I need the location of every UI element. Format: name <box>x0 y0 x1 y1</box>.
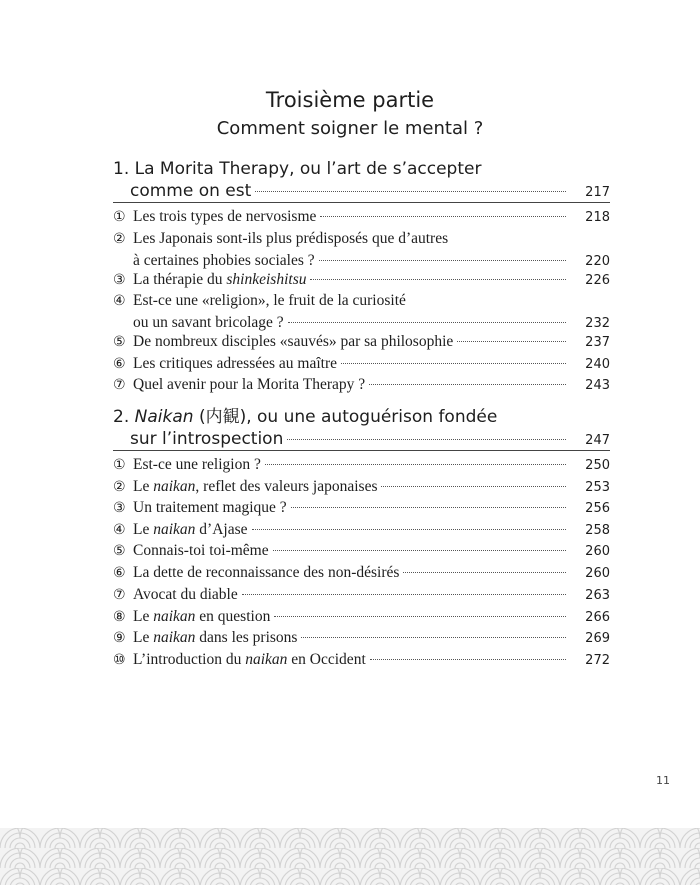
entry-text: Quel avenir pour la Morita Therapy ? <box>133 376 366 393</box>
chapter-title-text: La Morita Therapy, ou l’art de s’accepter <box>134 159 482 179</box>
page-number: 240 <box>585 357 610 372</box>
toc-entry-1-1[interactable] <box>113 206 610 228</box>
page-number: 218 <box>585 210 610 225</box>
dot-leader <box>381 486 566 487</box>
entry-text-pre: La thérapie du <box>133 271 227 288</box>
chapter-number: 2. <box>113 407 130 427</box>
chapter-title-line2 <box>113 180 610 204</box>
toc-entry-2-9[interactable] <box>113 627 610 649</box>
number-marker: ③ <box>113 500 126 516</box>
number-marker: ⑥ <box>113 356 126 372</box>
page-number: 247 <box>585 433 610 448</box>
number-marker: ④ <box>113 293 126 309</box>
chapter-2-heading[interactable] <box>113 406 610 452</box>
chapter-title-text: sur l’introspection <box>130 429 284 449</box>
dot-leader <box>265 464 566 465</box>
entry-text: Les Japonais sont-ils plus prédisposés que d’autres <box>133 230 449 247</box>
dot-leader <box>319 260 566 261</box>
entry-text-italic: naikan <box>245 651 288 668</box>
toc-entry-2-6[interactable] <box>113 562 610 584</box>
page-number: 243 <box>585 378 610 393</box>
toc-entry-1-4[interactable] <box>113 290 610 334</box>
entry-text-post: en Occident <box>287 651 366 668</box>
entry-text-pre: Le <box>133 629 154 646</box>
page-number: 256 <box>585 501 610 516</box>
number-marker: ④ <box>113 522 126 538</box>
entry-text-post: en question <box>195 608 271 625</box>
page-number: 272 <box>585 653 610 668</box>
number-marker: ① <box>113 457 126 473</box>
number-marker: ⑩ <box>113 652 126 668</box>
entry-text <box>133 519 248 540</box>
entry-text-pre: Le <box>133 521 154 538</box>
toc-entry-2-8[interactable] <box>113 606 610 628</box>
page-number: 260 <box>585 544 610 559</box>
chapter-rule <box>113 450 610 451</box>
dot-leader <box>310 279 566 280</box>
entry-text-italic: naikan <box>153 629 196 646</box>
dot-leader <box>370 659 566 660</box>
dot-leader <box>369 384 566 385</box>
entry-text-cont: à certaines phobies sociales ? <box>133 252 315 269</box>
entry-text <box>133 476 377 497</box>
dot-leader <box>242 594 566 595</box>
dot-leader <box>287 439 566 440</box>
dot-leader <box>320 216 566 217</box>
entry-text <box>133 606 270 627</box>
page-number: 269 <box>585 631 610 646</box>
number-marker: ③ <box>113 272 126 288</box>
chapter-title-italic: Naikan <box>134 407 194 427</box>
number-marker: ② <box>113 231 126 247</box>
chapter-title-text: comme on est <box>130 181 252 201</box>
page-number: 226 <box>585 273 610 288</box>
toc-entry-1-6[interactable] <box>113 353 610 375</box>
entry-text <box>133 627 297 648</box>
chapter-rule <box>113 202 610 203</box>
chapter-title-line1 <box>113 158 610 180</box>
folio-page-number: 11 <box>656 774 670 787</box>
page-number: 263 <box>585 588 610 603</box>
page-number: 237 <box>585 335 610 350</box>
entry-text: Est-ce une religion ? <box>133 456 261 473</box>
number-marker: ⑤ <box>113 334 126 350</box>
entry-text-pre: Le <box>133 608 154 625</box>
part-subtitle: Comment soigner le mental ? <box>216 118 484 139</box>
chapter-1-heading[interactable] <box>113 158 610 204</box>
dot-leader <box>301 637 566 638</box>
dot-leader <box>457 341 566 342</box>
entry-text: Les critiques adressées au maître <box>133 355 337 372</box>
page-number: 250 <box>585 458 610 473</box>
chapter-title-line2 <box>113 428 610 452</box>
page-number: 258 <box>585 523 610 538</box>
number-marker: ① <box>113 209 126 225</box>
entry-text <box>133 269 306 290</box>
part-title: Troisième partie <box>265 88 435 112</box>
chapter-title-text: (内観), ou une autoguérison fondée <box>193 407 498 427</box>
number-marker: ⑨ <box>113 630 126 646</box>
toc-entry-1-5[interactable] <box>113 331 610 353</box>
entry-text-cont: ou un savant bricolage ? <box>133 314 284 331</box>
dot-leader <box>252 529 567 530</box>
entry-text-post: dans les prisons <box>195 629 298 646</box>
entry-text: Avocat du diable <box>133 586 238 603</box>
entry-text: Connais-toi toi-même <box>133 542 269 559</box>
entry-text-italic: naikan <box>153 608 196 625</box>
dot-leader <box>403 572 566 573</box>
number-marker: ⑦ <box>113 377 126 393</box>
entry-text-italic: shinkeishitsu <box>226 271 307 288</box>
entry-text: Un traitement magique ? <box>133 499 287 516</box>
dot-leader <box>274 616 566 617</box>
entry-text-pre: L’introduction du <box>133 651 246 668</box>
number-marker: ② <box>113 479 126 495</box>
toc-entry-1-7[interactable] <box>113 374 610 396</box>
wave-pattern-footer <box>0 828 700 885</box>
chapter-number: 1. <box>113 159 130 179</box>
number-marker: ⑧ <box>113 609 126 625</box>
toc-entry-2-7[interactable] <box>113 584 610 606</box>
number-marker: ⑥ <box>113 565 126 581</box>
dot-leader <box>288 322 566 323</box>
page-number: 253 <box>585 480 610 495</box>
number-marker: ⑦ <box>113 587 126 603</box>
toc-entry-1-2[interactable] <box>113 228 610 272</box>
number-marker: ⑤ <box>113 543 126 559</box>
toc-entry-2-2[interactable] <box>113 476 610 498</box>
page-number: 266 <box>585 610 610 625</box>
page-number: 217 <box>585 185 610 200</box>
entry-text: De nombreux disciples «sauvés» par sa philosophie <box>133 333 454 350</box>
toc-entry-1-3[interactable] <box>113 269 610 291</box>
chapter-title-line1 <box>113 406 610 428</box>
toc-entry-2-5[interactable] <box>113 540 610 562</box>
toc-entry-2-4[interactable] <box>113 519 610 541</box>
dot-leader <box>341 363 566 364</box>
entry-text-italic: naikan <box>153 478 196 495</box>
entry-text: La dette de reconnaissance des non-désirés <box>133 564 400 581</box>
entry-text-pre: Le <box>133 478 154 495</box>
toc-entry-2-1[interactable] <box>113 454 610 476</box>
entry-text: Est-ce une «religion», le fruit de la curiosité <box>133 292 406 309</box>
entry-text-post: d’Ajase <box>195 521 248 538</box>
dot-leader <box>255 191 566 192</box>
toc-entry-2-10[interactable] <box>113 649 610 671</box>
entry-text: Les trois types de nervosisme <box>133 208 317 225</box>
page-number: 232 <box>585 316 610 331</box>
page-number: 220 <box>585 254 610 269</box>
dot-leader <box>291 507 566 508</box>
entry-text-italic: naikan <box>153 521 196 538</box>
page-number: 260 <box>585 566 610 581</box>
entry-text <box>133 649 366 670</box>
toc-entry-2-3[interactable] <box>113 497 610 519</box>
entry-text-post: , reflet des valeurs japonaises <box>195 478 378 495</box>
dot-leader <box>273 550 566 551</box>
